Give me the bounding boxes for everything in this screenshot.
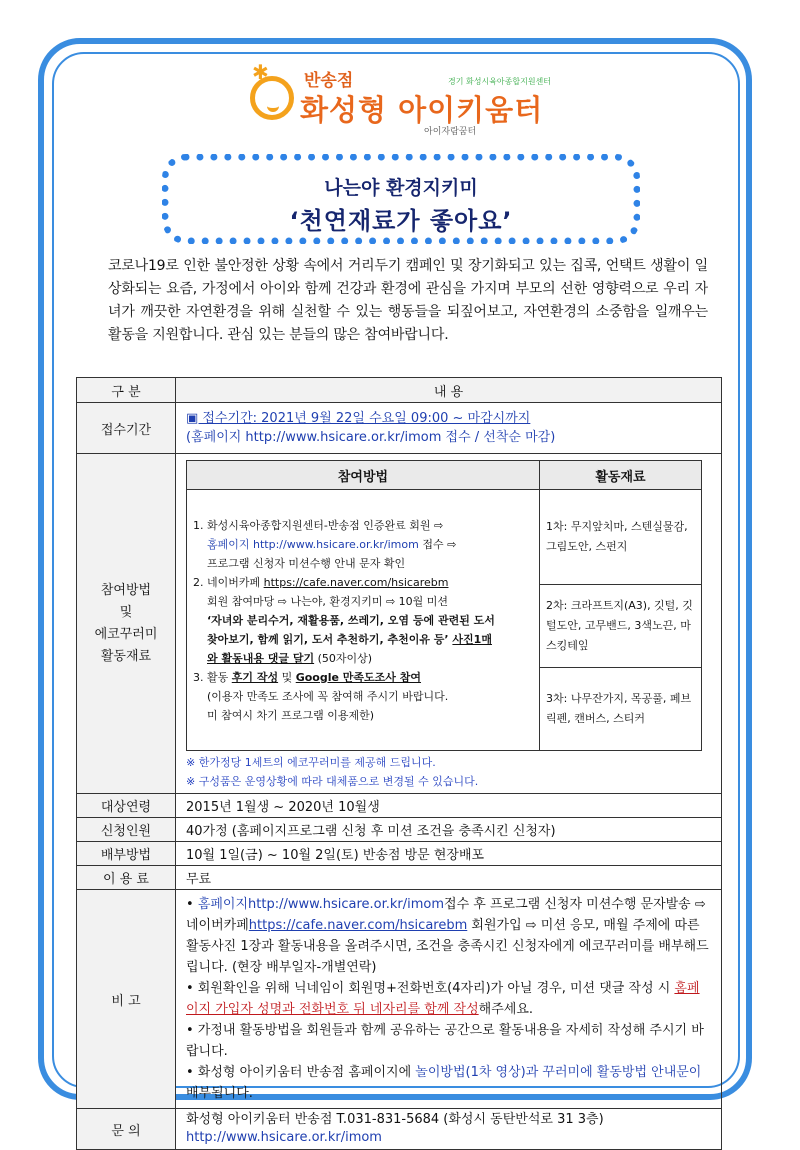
intro-paragraph: 코로나19로 인한 불안정한 상황 속에서 거리두기 캠페인 및 장기화되고 있는 집콕, 언택트 생활이 일상화되는 요즘, 가정에서 아이와 함께 건강과 환경에 관심을 가지며 부모의 선한 영향력으로 우리 자녀가 깨끗한 자연환경을 위해 실천할 수 있는 행동들을 되짚어보고, 자연환경의 소중함을 일깨우는 활동을 지원합니다. 관심 있는 분들의 많은 참여바랍니다. [108,258,708,343]
label-delivery: 배부방법 [77,842,176,866]
header-category: 구 분 [77,378,176,403]
row-capacity [77,818,722,842]
remark-4: • 화성형 아이키움터 반송점 홈페이지에 놀이방법(1차 영상)과 꾸러미에 활동방법 안내문이 배부됩니다. [186,1065,702,1101]
step3-review: 후기 작성 [231,670,279,684]
smile-face-icon [250,76,294,120]
value-age: 2015년 1월생 ~ 2020년 10월생 [176,794,722,818]
remark-name-phone: 홈페이지 가입자 성명과 전화번호 뒤 네자리를 함께 작성 [186,981,700,1017]
logo-sub: 아이자람꿈터 [424,127,477,137]
step1-line-c: 프로그램 신청자 미션수행 안내 문자 확인 [207,556,406,570]
remark-3: • 가정내 활동방법을 회원들과 함께 공유하는 공간으로 활동내용을 자세히 작성해 주시기 바랍니다. [186,1023,704,1059]
step1-line-a: 1. 화성시육아종합지원센터-반송점 인증완료 회원 ⇨ [193,518,444,532]
logo [248,62,568,140]
header-content: 내 용 [176,378,722,403]
title-line1: 나는야 환경지키미 [324,177,478,199]
step2-line-e: (50자이상) [314,651,373,665]
title-box [162,154,640,244]
method-col-header: 참여방법 [187,461,540,490]
period-line1[interactable]: ▣ 접수기간: 2021년 9월 22일 수요일 09:00 ~ 마감시까지 [186,411,531,426]
note-one-set: ※ 한가정당 1세트의 에코꾸러미를 제공해 드립니다. [186,756,436,769]
step3-line-b: (이용자 만족도 조사에 꼭 참여해 주시기 바랍니다. [207,689,449,703]
value-delivery: 10월 1일(금) ~ 10월 2일(토) 반송점 방문 현장배포 [176,842,722,866]
material-round3: 3차: 나무잔가지, 목공풀, 페브릭펜, 캔버스, 스티커 [540,668,702,751]
star-icon: ✱ [252,60,269,84]
row-age [77,794,722,818]
period-line2[interactable]: (홈페이지 http://www.hsicare.or.kr/imom 접수 / 선착순 마감) [186,430,556,445]
step3-line-c: 미 참여시 차기 프로그램 이용제한) [207,708,375,722]
label-age: 대상연령 [77,794,176,818]
row-delivery [77,842,722,866]
step2-line-c: ‘자녀와 분리수거, 재활용품, 쓰레기, 오염 등에 관련된 도서 [207,613,495,627]
step2-line-b: 회원 참여마당 ⇨ 나는야, 환경지키미 ⇨ 10월 미션 [207,594,449,608]
table-header-row [77,378,722,403]
contact-link[interactable]: http://www.hsicare.or.kr/imom [186,1130,382,1145]
material-round2: 2차: 크라프트지(A3), 깃털, 깃털도안, 고무밴드, 3색노끈, 마스킹테잎 [540,585,702,668]
remark-homepage-link[interactable]: 홈페이지http://www.hsicare.or.kr/imom [197,897,445,912]
logo-branch: 반송점 [304,71,354,91]
label-period: 접수기간 [77,403,176,454]
step1-homepage-link[interactable]: 홈페이지 http://www.hsicare.or.kr/imom [207,537,419,551]
row-fee [77,866,722,890]
step2-cafe-link[interactable]: https://cafe.naver.com/hsicarebm [263,575,449,589]
title-line2: ‘천연재료가 좋아요’ [289,207,513,235]
logo-center-name: 경기 화성시육아종합지원센터 [448,77,552,86]
step2-line-d: 찾아보기, 함께 읽기, 도서 추천하기, 추천이유 등’ [207,632,453,646]
label-method: 참여방법 및 에코꾸러미 활동재료 [77,454,176,794]
row-period [77,403,722,454]
step2-comment-requirement: 와 활동내용 댓글 달기 [207,651,315,665]
remark-cafe-link[interactable]: https://cafe.naver.com/hsicarebm [248,918,468,933]
step2-photo-requirement: 사진1매 [452,632,492,646]
method-steps [187,490,540,751]
step3-prefix: 3. 활동 [193,670,232,684]
remark-1: • 홈페이지http://www.hsicare.or.kr/imom접수 후 프로그램 신청자 미션수행 문자발송 ⇨ 네이버카페https://cafe.naver.com/hsicarebm 회원가입 ⇨ 미션 응모, 매월 주제에 따른 활동사진 1장과 활동내용을 올려주시면, 조건을 충족시킨 신청자에게 에코꾸러미를 배부해드립니다. (현장 배부일자-개별연락) [186,897,709,975]
contact-line1: 화성형 아이키움터 반송점 T.031-831-5684 (화성시 동탄반석로 31 3층) [186,1112,604,1127]
info-table [76,377,722,1150]
logo-main: 화성형 아이키움터 [300,93,544,127]
step2-line-a: 2. 네이버카페 [193,575,264,589]
step3-and: 및 [278,670,296,684]
remark-guide: 놀이방법(1차 영상)과 꾸러미에 활동방법 안내문이 [415,1065,702,1080]
value-fee: 무료 [176,866,722,890]
label-fee: 이 용 료 [77,866,176,890]
row-contact [77,1109,722,1150]
remark-2: • 회원확인을 위해 닉네임이 회원명+전화번호(4자리)가 아닐 경우, 미션 댓글 작성 시 홈페이지 가입자 성명과 전화번호 뒤 네자리를 함께 작성해주세요. [186,981,700,1017]
material-round1: 1차: 무지앞치마, 스텐실물감, 그림도안, 스펀지 [540,490,702,585]
method-table-header [187,461,702,490]
row-method [77,454,722,794]
step1-line-b: 접수 ⇨ [418,537,457,551]
material-col-header: 활동재료 [540,461,702,490]
value-capacity: 40가정 (홈페이지프로그램 신청 후 미션 조건을 충족시킨 신청자) [176,818,722,842]
label-capacity: 신청인원 [77,818,176,842]
step3-survey: Google 만족도조사 참여 [295,670,422,684]
method-table [186,460,702,751]
note-substitute: ※ 구성품은 운영상황에 따라 대체품으로 변경될 수 있습니다. [186,775,479,788]
label-contact: 문 의 [77,1109,176,1150]
row-remarks [77,890,722,1109]
label-remarks: 비 고 [77,890,176,1109]
